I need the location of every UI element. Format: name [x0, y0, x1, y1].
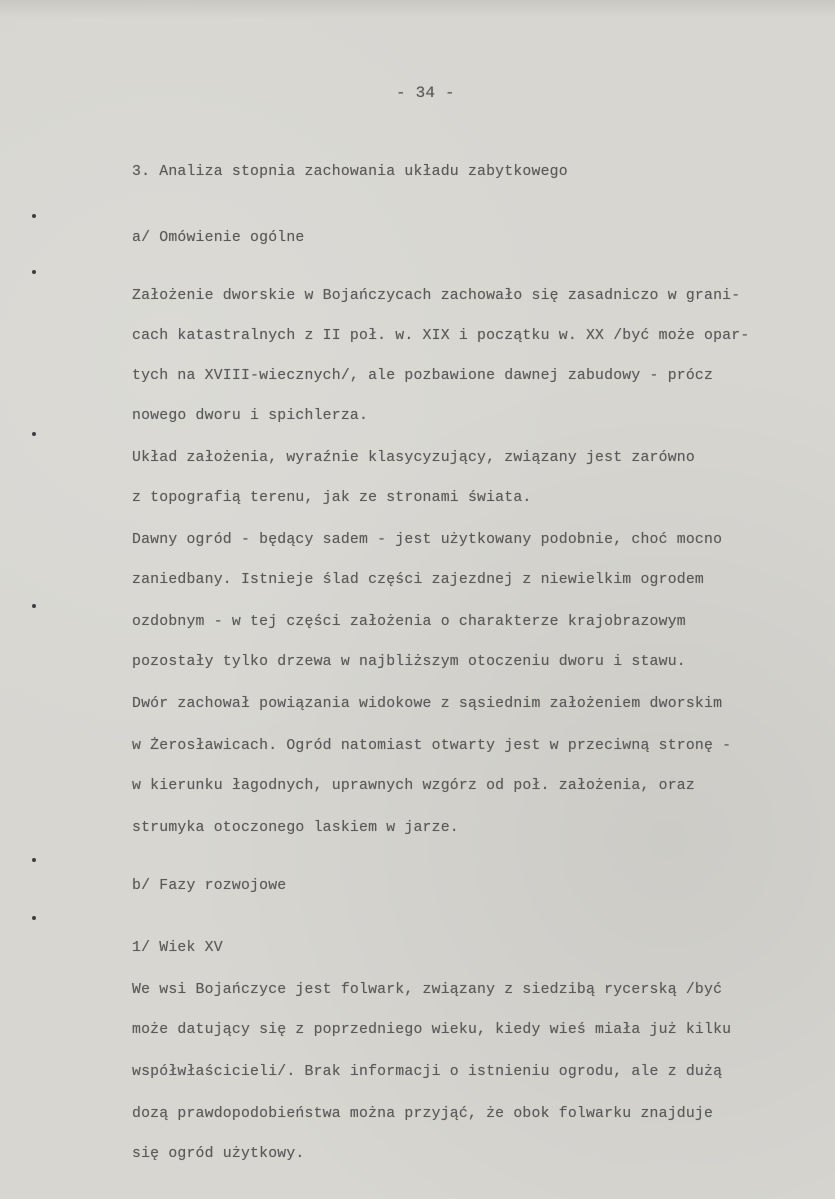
text-line: tych na XVIII-wiecznych/, ale pozbawione dawnej zabudowy - prócz — [132, 368, 714, 384]
text-line: Układ założenia, wyraźnie klasycyzujący, związany jest zarówno — [132, 450, 695, 466]
page-number: - 34 - — [396, 84, 455, 102]
margin-mark — [32, 214, 36, 218]
text-line: nowego dworu i spichlerza. — [132, 408, 369, 424]
text-line: pozostały tylko drzewa w najbliższym otoczeniu dworu i stawu. — [132, 654, 686, 670]
text-line: We wsi Bojańczyce jest folwark, związany z siedzibą rycerską /być — [132, 982, 723, 998]
page-edge-shadow — [0, 0, 835, 18]
text-line: dozą prawdopodobieństwa można przyjąć, że obok folwarku znajduje — [132, 1106, 714, 1122]
section-heading: 3. Analiza stopnia zachowania układu zabytkowego — [132, 164, 568, 180]
text-line: zaniedbany. Istnieje ślad części zajezdnej z niewielkim ogrodem — [132, 572, 705, 588]
subsection-heading-b: b/ Fazy rozwojowe — [132, 878, 287, 894]
text-line: może datujący się z poprzedniego wieku, kiedy wieś miała już kilku — [132, 1022, 732, 1038]
subsection-heading-1: 1/ Wiek XV — [132, 940, 223, 956]
subsection-heading-a: a/ Omówienie ogólne — [132, 230, 305, 246]
margin-mark — [32, 270, 36, 274]
text-line: w Żerosławicach. Ogród natomiast otwarty jest w przeciwną stronę - — [132, 738, 732, 754]
text-line: współwłaścicieli/. Brak informacji o istnieniu ogrodu, ale z dużą — [132, 1064, 723, 1080]
text-line: strumyka otoczonego laskiem w jarze. — [132, 820, 459, 836]
text-line: w kierunku łagodnych, uprawnych wzgórz od poł. założenia, oraz — [132, 778, 695, 794]
text-line: Dwór zachował powiązania widokowe z sąsiednim założeniem dworskim — [132, 696, 723, 712]
margin-mark — [32, 858, 36, 862]
text-line: cach katastralnych z II poł. w. XIX i początku w. XX /być może opar- — [132, 328, 750, 344]
text-line: się ogród użytkowy. — [132, 1146, 305, 1162]
text-line: z topografią terenu, jak ze stronami świata. — [132, 490, 532, 506]
text-line: Założenie dworskie w Bojańczycach zachowało się zasadniczo w grani- — [132, 288, 741, 304]
text-line: ozdobnym - w tej części założenia o charakterze krajobrazowym — [132, 614, 686, 630]
margin-mark — [32, 432, 36, 436]
margin-mark — [32, 916, 36, 920]
text-line: Dawny ogród - będący sadem - jest użytkowany podobnie, choć mocno — [132, 532, 723, 548]
margin-mark — [32, 604, 36, 608]
